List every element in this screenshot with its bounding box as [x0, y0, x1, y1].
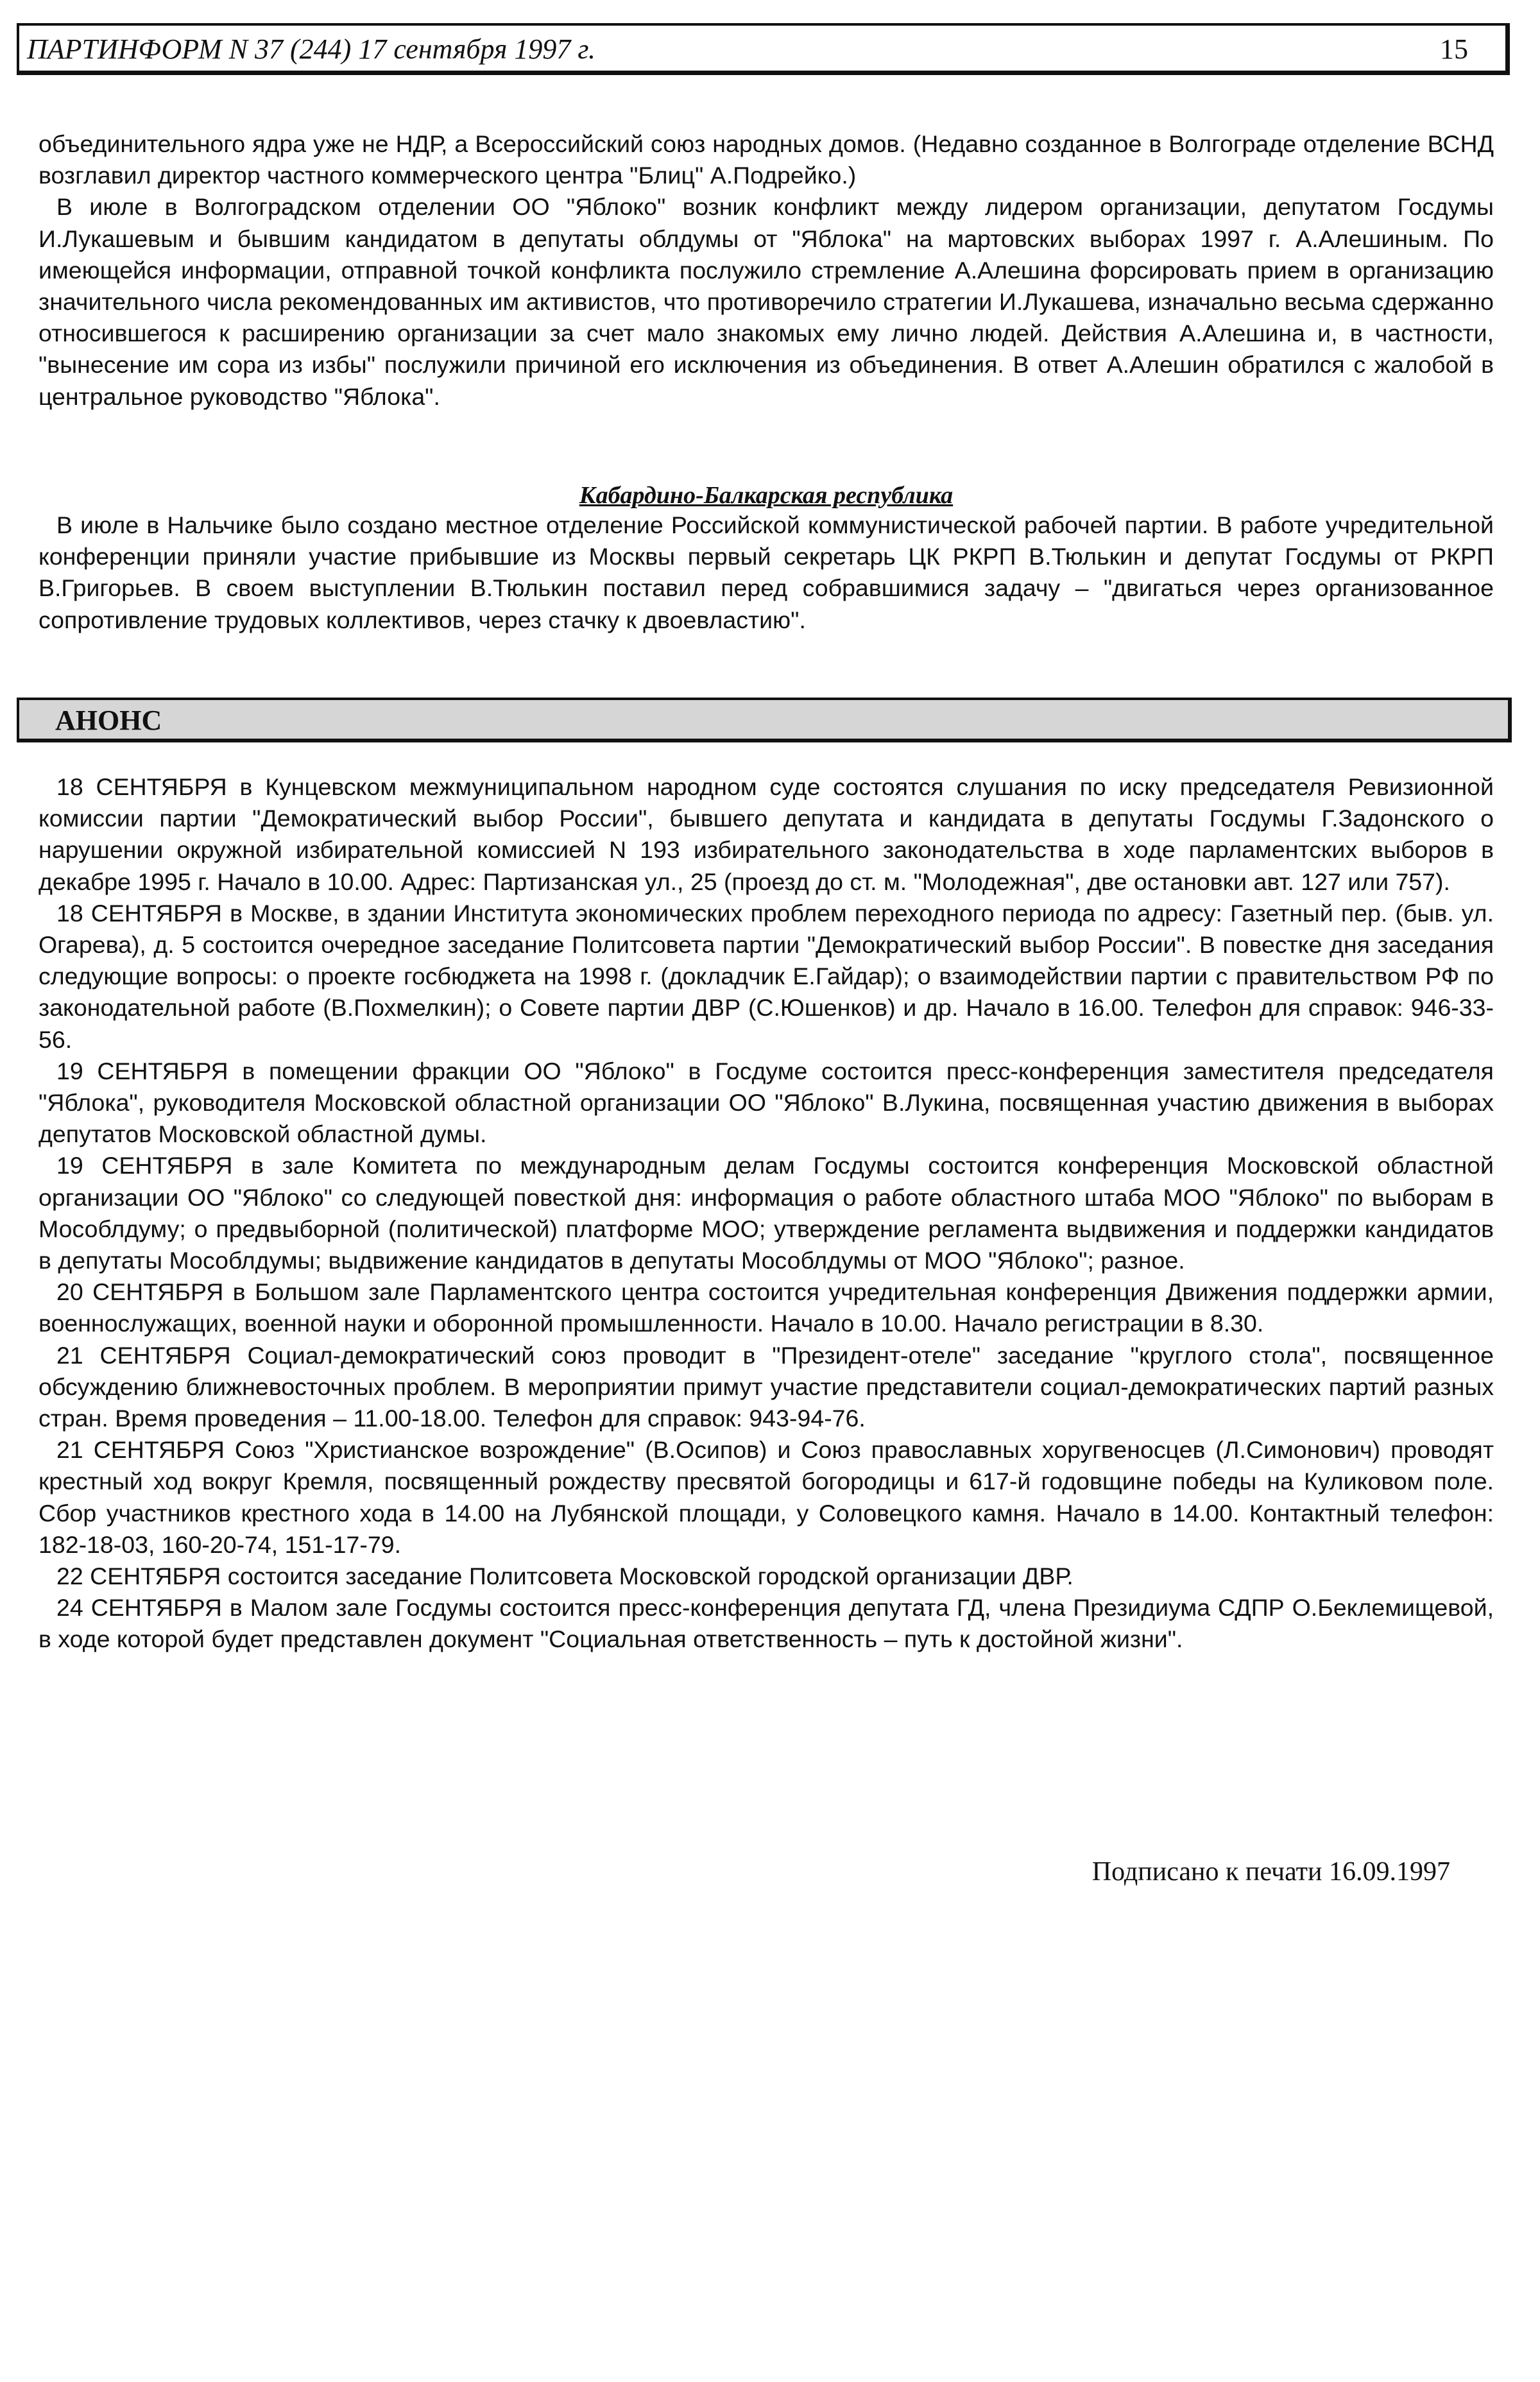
- page-header: [17, 23, 1510, 75]
- anons-item: 24 СЕНТЯБРЯ в Малом зале Госдумы состоится пресс-конференция депутата ГД, члена Президиума СДПР О.Беклемищевой, в ходе которой будет представлен документ "Социальная ответственность – путь к достойной жизни".: [38, 1594, 1494, 1653]
- kbr-section: [38, 481, 1494, 636]
- anons-item: 20 СЕНТЯБРЯ в Большом зале Парламентского центра состоится учредительная конференция Движения поддержки армии, военнослужащих, военной науки и оборонной промышленности. Начало в 10.00. Начало регистрации в 8.30.: [38, 1278, 1494, 1337]
- anons-heading: АНОНС: [55, 705, 162, 736]
- anons-item: 22 СЕНТЯБРЯ состоится заседание Политсовета Московской городской организации ДВР.: [56, 1563, 1074, 1590]
- page-number: 15: [1440, 33, 1468, 65]
- anons-banner: [17, 698, 1512, 742]
- top-section: [38, 128, 1494, 413]
- anons-item: 21 СЕНТЯБРЯ Социал-демократический союз проводит в "Президент-отеле" заседание "круглого стола", посвященное обсуждению ближневосточных проблем. В мероприятии примут участие представители социал-демократических партий разных стран. Время проведения – 11.00-18.00. Телефон для справок: 943-94-76.: [38, 1341, 1494, 1432]
- anons-item: 19 СЕНТЯБРЯ в помещении фракции ОО "Яблоко" в Госдуме состоится пресс-конференция заместителя председателя "Яблока", руководителя Московской областной организации ОО "Яблоко" В.Лукина, посвященная участию движения в выборах депутатов Московской областной думы.: [38, 1057, 1494, 1148]
- anons-item: 21 СЕНТЯБРЯ Союз "Христианское возрождение" (В.Осипов) и Союз православных хоругвеносцев (Л.Симонович) проводят крестный ход вокруг Кремля, посвященный рождеству пресвятой богородицы и 617-й годовщине победы на Куликовом поле. Сбор участников крестного хода в 14.00 на Лубянской площади, у Соловецкого камня. Начало в 14.00. Контактный телефон: 182-18-03, 160-20-74, 151-17-79.: [38, 1436, 1494, 1558]
- paragraph: объединительного ядра уже не НДР, а Всероссийский союз народных домов. (Недавно созданное в Волгограде отделение ВСНД возглавил директор частного коммерческого центра "Блиц" А.Подрейко.): [38, 130, 1494, 189]
- anons-item: 18 СЕНТЯБРЯ в Кунцевском межмуниципальном народном суде состоятся слушания по иску председателя Ревизионной комиссии партии "Демократический выбор России", бывшего депутата и кандидата в депутаты Госдумы Г.Задонского о нарушении окружной избирательной комиссией N 193 избирательного законодательства в ходе парламентских выборов в декабре 1995 г. Начало в 10.00. Адрес: Партизанская ул., 25 (проезд до ст. м. "Молодежная", две остановки авт. 127 или 757).: [38, 773, 1494, 895]
- signed-to-print: Подписано к печати 16.09.1997: [1091, 1857, 1450, 1887]
- anons-item: 19 СЕНТЯБРЯ в зале Комитета по международным делам Госдумы состоится конференция Московской областной организации ОО "Яблоко" со следующей повесткой дня: информация о работе областного штаба МОО "Яблоко" по выборам в Мособлдуму; о предвыборной (политической) платформе МОО; утверждение регламента выдвижения и поддержки кандидатов в депутаты Мособлдумы; выдвижение кандидатов в депутаты Мособлдумы от МОО "Яблоко"; разное.: [38, 1152, 1494, 1274]
- paragraph: В июле в Волгоградском отделении ОО "Яблоко" возник конфликт между лидером организации, депутатом Госдумы И.Лукашевым и бывшим кандидатом в депутаты облдумы от "Яблока" на мартовских выборах 1997 г. А.Алешиным. По имеющейся информации, отправной точкой конфликта послужило стремление А.Алешина форсировать прием в организацию значительного числа рекомендованных им активистов, что противоречило стратегии И.Лукашева, изначально весьма сдержанно относившегося к расширению организации за счет мало знакомых ему лично людей. Действия А.Алешина и, в частности, "вынесение им сора из избы" послужили причиной его исключения из объединения. В ответ А.Алешин обратился с жалобой в центральное руководство "Яблока".: [38, 193, 1494, 410]
- anons-item: 18 СЕНТЯБРЯ в Москве, в здании Института экономических проблем переходного периода по адресу: Газетный пер. (быв. ул. Огарева), д. 5 состоится очередное заседание Политсовета партии "Демократический выбор России". В повестке дня заседания следующие вопросы: о проекте госбюджета на 1998 г. (докладчик Е.Гайдар); о взаимодействии партии с правительством РФ по законодательной работе (В.Похмелкин); о Совете партии ДВР (С.Юшенков) и др. Начало в 16.00. Телефон для справок: 946-33-56.: [38, 899, 1494, 1053]
- anons-list: [38, 771, 1494, 1656]
- paragraph: В июле в Нальчике было создано местное отделение Российской коммунистической рабочей партии. В работе учредительной конференции приняли участие прибывшие из Москвы первый секретарь ЦК РКРП В.Тюлькин и депутат Госдумы от РКРП В.Григорьев. В своем выступлении В.Тюлькин поставил перед собравшимися задачу – "двигаться через организованное сопротивление трудовых коллективов, через стачку к двоевластию".: [38, 511, 1494, 633]
- section-heading: Кабардино-Балкарская республика: [579, 482, 954, 509]
- publication-title: ПАРТИНФОРМ N 37 (244) 17 сентября 1997 г.: [27, 33, 595, 65]
